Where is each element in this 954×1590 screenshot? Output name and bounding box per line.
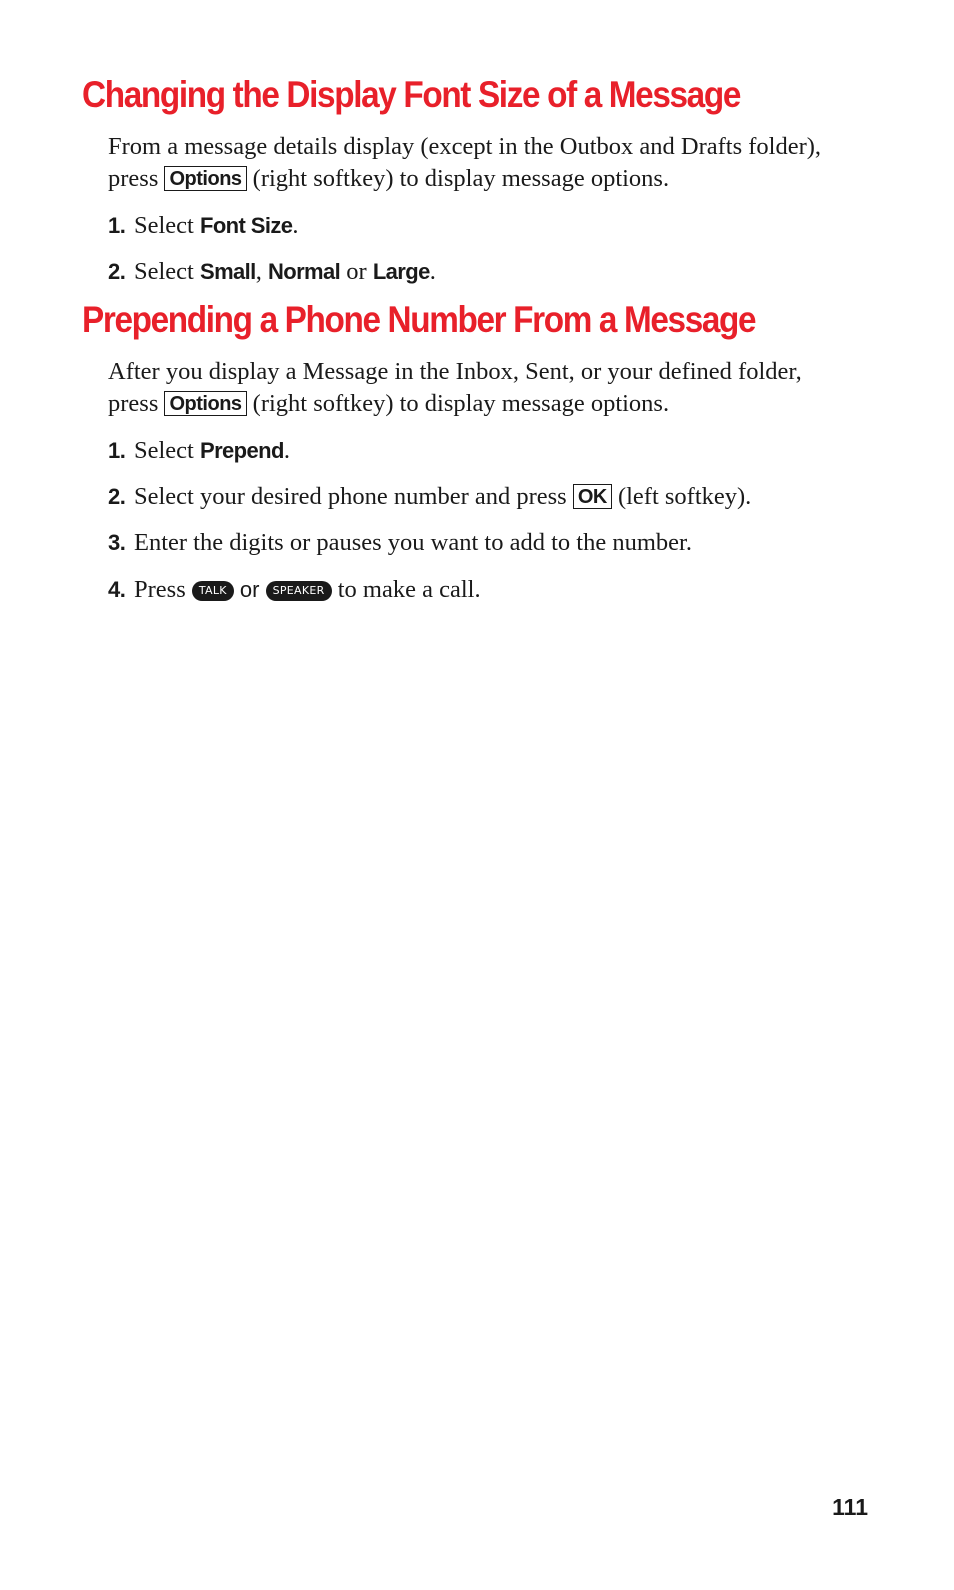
menu-term: Font Size: [200, 213, 293, 238]
step-number: 4.: [108, 577, 126, 602]
step-text: Select: [134, 212, 200, 239]
step-text: or: [233, 577, 266, 602]
step-text: Select your desired phone number and press: [134, 483, 573, 510]
section-title-prepend: Prepending a Phone Number From a Message: [82, 299, 756, 340]
step-item: [108, 210, 299, 242]
step-item: [108, 527, 692, 559]
step-number: 1.: [108, 438, 126, 463]
step-text: Select: [134, 258, 200, 285]
intro-text-end: (right softkey) to display message options.: [246, 390, 670, 417]
section-intro-font-size: [108, 131, 828, 195]
step-item: [108, 435, 290, 467]
menu-term: Normal: [267, 259, 341, 284]
speaker-key-icon: SPEAKER: [266, 581, 332, 601]
step-text: (left softkey).: [611, 483, 752, 510]
step-text: .: [283, 437, 290, 464]
options-softkey: Options: [164, 166, 246, 191]
step-item: [108, 256, 436, 288]
section-intro-prepend: [108, 356, 828, 420]
step-text: to make a call.: [331, 576, 481, 603]
step-text: Enter the digits or pauses you want to add to the number.: [134, 529, 692, 556]
intro-text: After you display a Message in the Inbox, Sent, or your defined folder, press: [108, 358, 802, 417]
section-title-font-size: Changing the Display Font Size of a Message: [82, 74, 741, 115]
step-item: [108, 574, 481, 606]
step-number: 3.: [108, 530, 126, 555]
intro-text: From a message details display (except in the Outbox and Drafts folder), press: [108, 133, 822, 192]
step-text: or: [340, 258, 373, 285]
step-number: 2.: [108, 259, 126, 284]
step-text: Select: [134, 437, 200, 464]
options-softkey: Options: [164, 391, 246, 416]
step-number: 1.: [108, 213, 126, 238]
page-number: 111: [832, 1494, 868, 1520]
step-item: [108, 481, 751, 513]
ok-softkey: OK: [573, 484, 612, 509]
menu-term: Prepend: [200, 438, 284, 463]
step-text: ,: [255, 258, 268, 285]
intro-text-end: (right softkey) to display message options.: [246, 165, 670, 192]
step-text: .: [429, 258, 436, 285]
menu-term: Large: [372, 259, 430, 284]
step-text: .: [292, 212, 299, 239]
menu-term: Small: [200, 259, 256, 284]
step-text: Press: [134, 576, 192, 603]
step-number: 2.: [108, 484, 126, 509]
talk-key-icon: TALK: [192, 581, 234, 601]
